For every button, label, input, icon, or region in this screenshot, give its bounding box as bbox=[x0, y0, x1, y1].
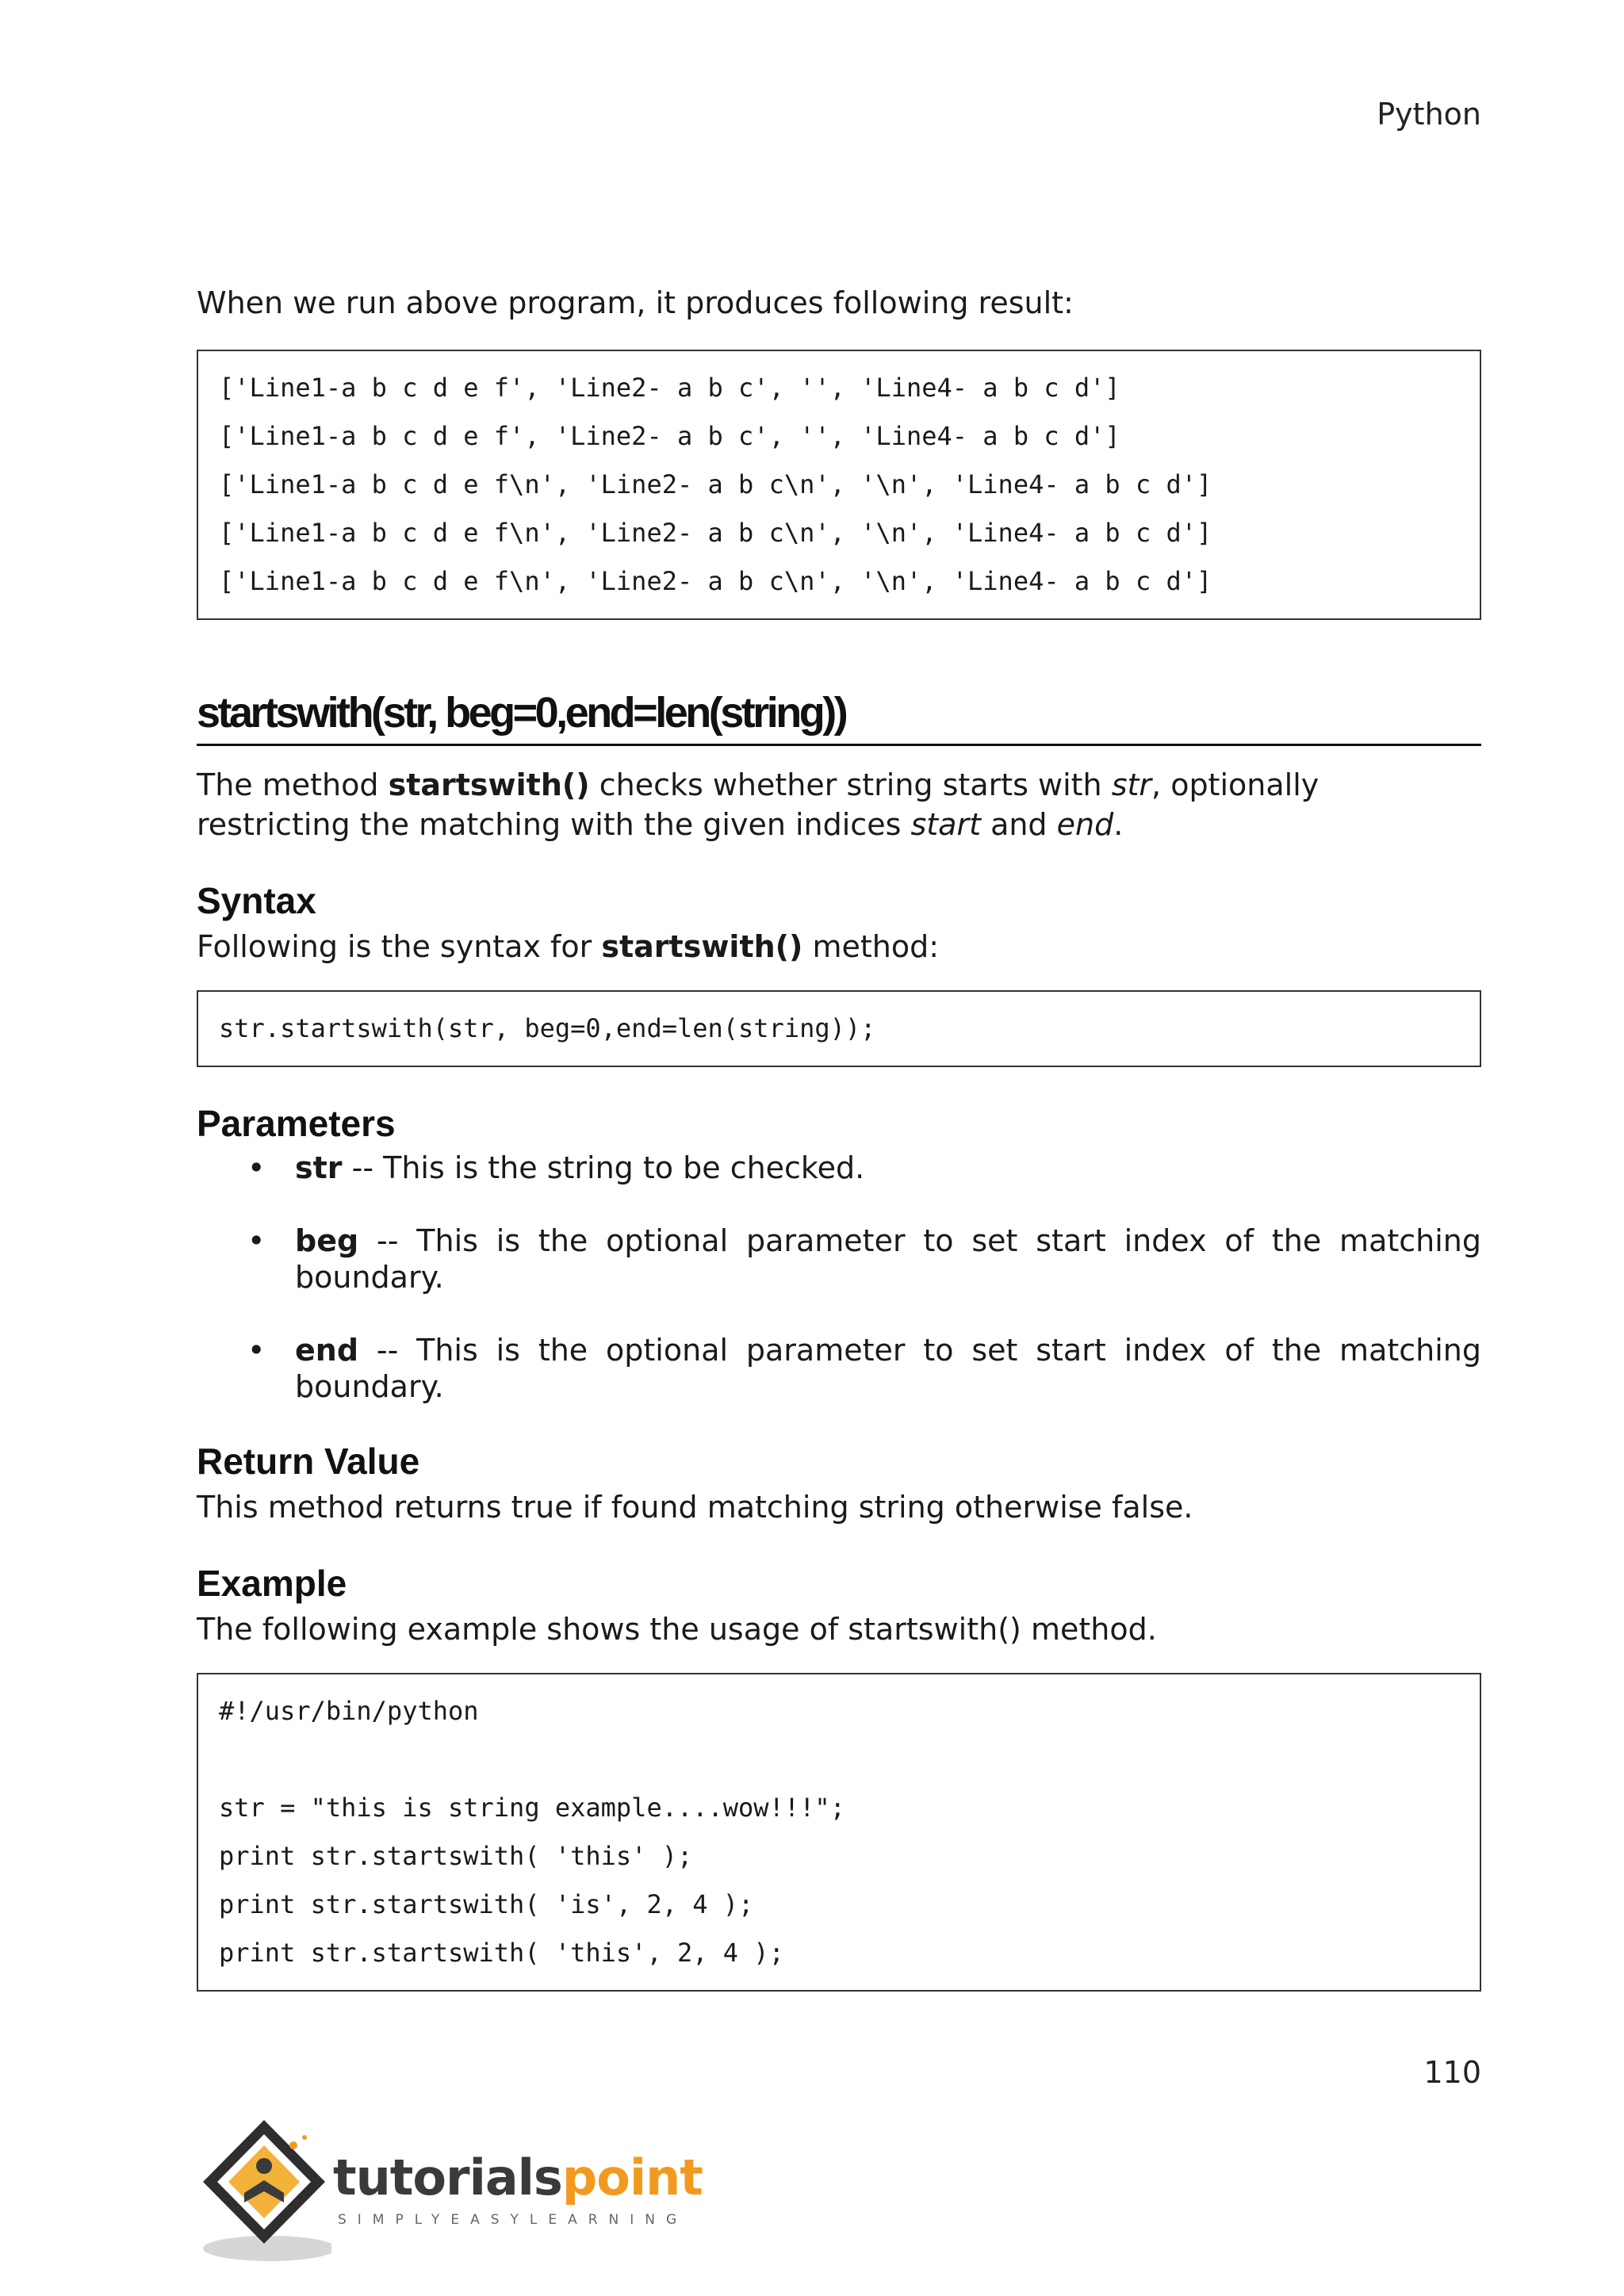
param-desc: -- This is the string to be checked. bbox=[342, 1150, 865, 1185]
code-line: #!/usr/bin/python bbox=[219, 1696, 479, 1726]
bullet-icon: • bbox=[247, 1223, 266, 1258]
desc-str: str bbox=[1111, 767, 1152, 802]
page-number: 110 bbox=[1423, 2055, 1481, 2090]
desc-part: and bbox=[980, 807, 1057, 842]
page-content bbox=[197, 281, 1481, 1992]
logo-emblem-icon bbox=[197, 2114, 331, 2264]
code-line: str = "this is string example....wow!!!"; bbox=[219, 1793, 845, 1823]
param-desc: -- This is the optional parameter to set start index of the matching boundary. bbox=[295, 1223, 1481, 1295]
parameters-heading: Parameters bbox=[197, 1103, 396, 1144]
desc-part: . bbox=[1113, 807, 1124, 842]
example-code-block bbox=[197, 1673, 1481, 1992]
syntax-code-block bbox=[197, 990, 1481, 1067]
code-line: print str.startswith( 'is', 2, 4 ); bbox=[219, 1889, 754, 1919]
page-header-title: Python bbox=[1377, 97, 1481, 132]
example-text: The following example shows the usage of startswith() method. bbox=[197, 1612, 1157, 1647]
param-desc: -- This is the optional parameter to set start index of the matching boundary. bbox=[295, 1333, 1481, 1404]
code-line: print str.startswith( 'this' ); bbox=[219, 1841, 693, 1871]
output-line: ['Line1-a b c d e f', 'Line2- a b c', '', 'Line4- a b c d'] bbox=[219, 421, 1120, 451]
param-name: end bbox=[295, 1333, 359, 1368]
desc-method-name: startswith() bbox=[388, 767, 590, 802]
desc-part: , optionally restricting the matching with the given indices bbox=[197, 767, 1320, 842]
logo-word-tutorials: tutorials bbox=[333, 2149, 562, 2206]
logo-wordmark bbox=[333, 2149, 703, 2206]
list-item bbox=[197, 1223, 1481, 1295]
output-line: ['Line1-a b c d e f\n', 'Line2- a b c\n', '\n', 'Line4- a b c d'] bbox=[219, 566, 1212, 596]
example-heading: Example bbox=[197, 1563, 347, 1604]
output-line: ['Line1-a b c d e f\n', 'Line2- a b c\n', '\n', 'Line4- a b c d'] bbox=[219, 518, 1212, 548]
logo-word-point: point bbox=[561, 2149, 703, 2206]
syntax-text-part: Following is the syntax for bbox=[197, 929, 602, 964]
method-description bbox=[197, 765, 1481, 844]
syntax-method-name: startswith() bbox=[601, 929, 803, 964]
list-item bbox=[197, 1332, 1481, 1405]
parameters-list bbox=[197, 1150, 1481, 1405]
logo-tagline: SIMPLYEASYLEARNING bbox=[338, 2212, 688, 2228]
return-value-heading: Return Value bbox=[197, 1441, 420, 1482]
syntax-heading: Syntax bbox=[197, 880, 316, 921]
syntax-text bbox=[197, 927, 1481, 966]
return-value-text: This method returns true if found matching string otherwise false. bbox=[197, 1490, 1193, 1525]
tutorialspoint-logo bbox=[197, 2114, 703, 2264]
bullet-icon: • bbox=[247, 1150, 266, 1185]
desc-part: The method bbox=[197, 767, 389, 802]
output-line: ['Line1-a b c d e f\n', 'Line2- a b c\n', '\n', 'Line4- a b c d'] bbox=[219, 469, 1212, 499]
output-line: ['Line1-a b c d e f', 'Line2- a b c', '', 'Line4- a b c d'] bbox=[219, 373, 1120, 403]
bullet-icon: • bbox=[247, 1333, 266, 1368]
section-title: startswith(str, beg=0,end=len(string)) bbox=[197, 688, 1481, 746]
syntax-text-part: method: bbox=[802, 929, 940, 964]
param-name: beg bbox=[295, 1223, 359, 1258]
code-line bbox=[219, 1735, 1459, 1784]
desc-part: checks whether string starts with bbox=[589, 767, 1112, 802]
param-name: str bbox=[295, 1150, 343, 1185]
desc-start: start bbox=[910, 807, 981, 842]
list-item bbox=[197, 1150, 1481, 1186]
syntax-code-line: str.startswith(str, beg=0,end=len(string)); bbox=[219, 1013, 876, 1043]
code-line: print str.startswith( 'this', 2, 4 ); bbox=[219, 1938, 784, 1968]
intro-text: When we run above program, it produces following result: bbox=[197, 285, 1074, 320]
desc-end: end bbox=[1056, 807, 1114, 842]
output-code-block bbox=[197, 350, 1481, 620]
